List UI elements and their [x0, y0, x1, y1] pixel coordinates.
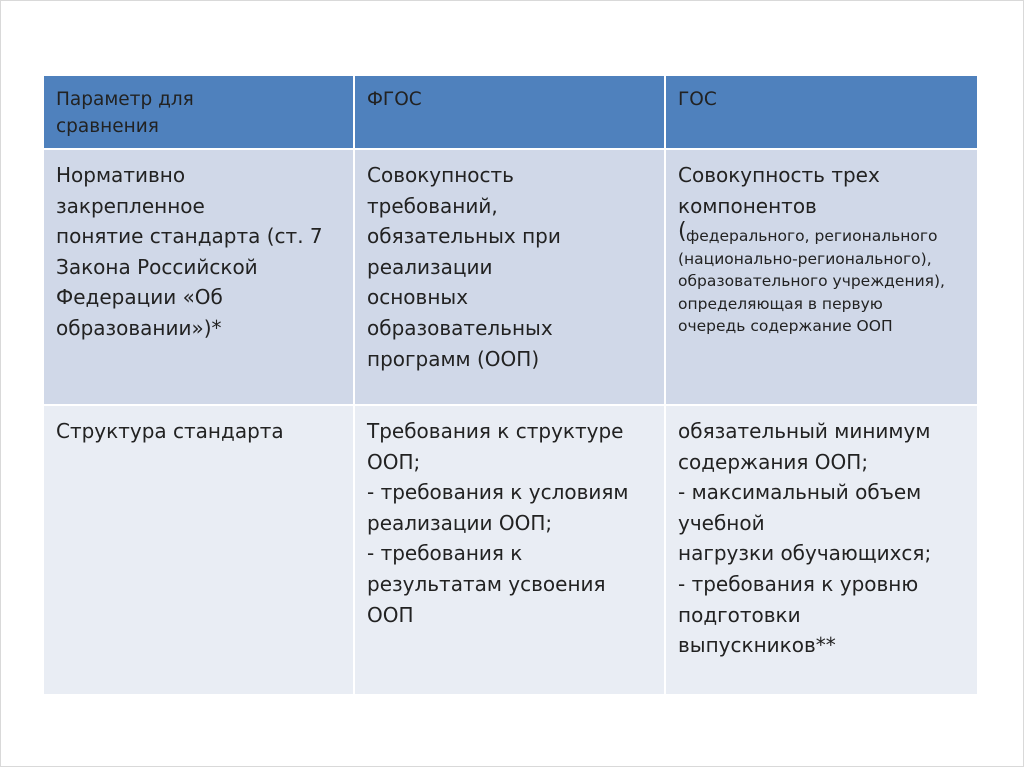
row1-gos-detail: федерального, регионального (национально-регионального), образовательного учреждения), определяющая в первую очередь содержание ООП: [678, 227, 945, 336]
comparison-table: [42, 74, 979, 696]
header-fgos: [355, 76, 664, 148]
row1-gos-cell: [666, 150, 977, 404]
table-row: [44, 150, 977, 404]
header-parameter-label: Параметр для сравнения: [56, 89, 194, 137]
row2-fgos-cell: [355, 406, 664, 694]
row1-fgos-cell: [355, 150, 664, 404]
row1-gos-paren: (: [678, 219, 687, 245]
header-gos-label: ГОС: [678, 89, 717, 110]
row1-parameter-text: Нормативно закрепленное понятие стандарта (ст. 7 Закона Российской Федерации «Об образовании»)*: [56, 163, 323, 340]
header-gos: [666, 76, 977, 148]
table-row: [44, 406, 977, 694]
row2-gos-cell: [666, 406, 977, 694]
header-fgos-label: ФГОС: [367, 89, 422, 110]
table-header-row: [44, 76, 977, 148]
row2-gos-text: обязательный минимум содержания ООП; - максимальный объем учебной нагрузки обучающихся; - требования к уровню подготовки выпускников**: [678, 419, 932, 658]
row1-fgos-text: Совокупность требований, обязательных при реализации основных образовательных программ (ООП): [367, 163, 561, 371]
row1-parameter-cell: [44, 150, 353, 404]
row2-parameter-cell: [44, 406, 353, 694]
row2-parameter-text: Структура стандарта: [56, 419, 284, 443]
header-parameter: [44, 76, 353, 148]
row1-gos-text: Совокупность трех компонентов: [678, 163, 880, 218]
row2-fgos-text: Требования к структуре ООП; - требования к условиям реализации ООП; - требования к результатам усвоения ООП: [367, 419, 629, 627]
